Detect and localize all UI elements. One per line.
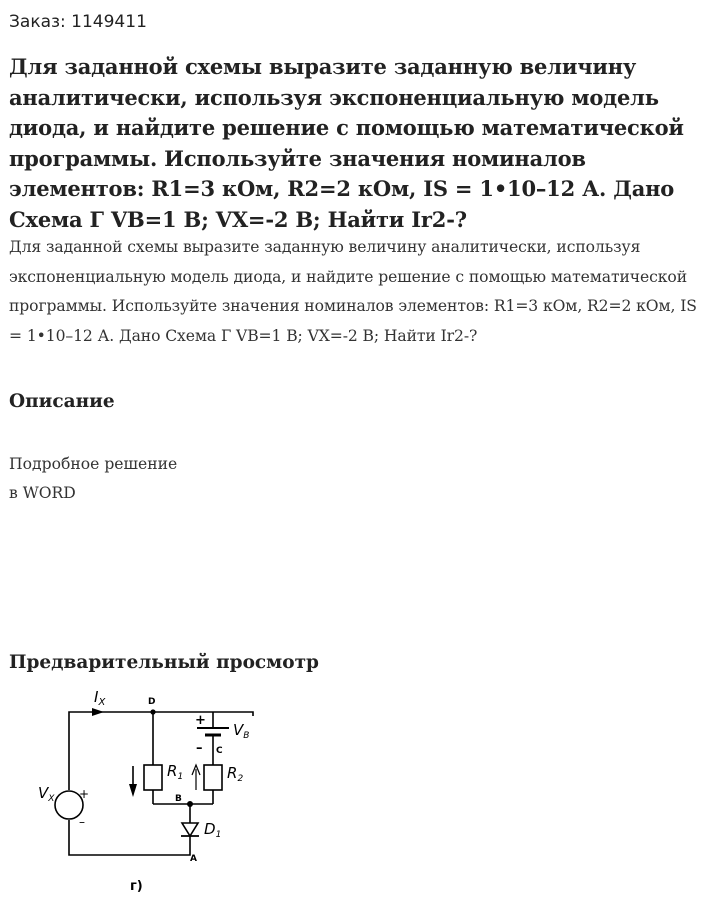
node-d-dot [150,709,155,714]
resistor-r2-icon [204,765,222,790]
circuit-diagram [0,680,290,905]
label-node-b: B [175,794,182,804]
label-caption: г) [130,879,143,894]
description-line-2: в WORD [9,484,76,502]
label-d1: $D_1$ [204,820,222,840]
order-number: Заказ: 1149411 [9,12,147,32]
current-arrow-icon [92,708,104,716]
description-heading: Описание [9,391,115,412]
arrow-up-icon [192,765,200,790]
label-node-c: C [216,746,223,756]
label-battery-plus: + [195,713,206,728]
label-ix: $I_X$ [94,688,106,708]
label-node-a: A [190,854,197,864]
arrow-down-icon [129,766,137,797]
label-battery-minus: – [196,741,203,756]
description-line-1: Подробное решение [9,455,178,473]
page-title: Для заданной схемы выразите заданную величину аналитически, используя экспоненциальную модель диода, и найдите решение с помощью математической программы. Используйте значения номиналов элементов: R1=3 кОм, R2=2 кОм, IS = 1•10–12 А. Дано Схема Г VB=1 В; VX=-2 В; Найти Ir2-? [9,54,684,232]
preview-heading: Предварительный просмотр [9,652,319,673]
battery-icon [197,728,229,735]
label-source-minus: – [79,815,85,829]
node-b-dot [187,801,193,807]
resistor-r1-icon [144,765,162,790]
label-vb: $V_B$ [233,721,250,741]
label-r2: $R_2$ [227,764,244,784]
diode-icon [181,823,199,836]
task-description: Для заданной схемы выразите заданную величину аналитически, используя экспоненциальную модель диода, и найдите решение с помощью математической программы. Используйте значения номиналов элементов: R1=3 кОм, R2=2 кОм, IS = 1•10–12 А. Дано Схема Г VB=1 В; VX=-2 В; Найти Ir2-? [9,238,697,345]
label-r1: $R_1$ [167,762,184,782]
label-source-plus: + [79,787,90,801]
label-node-d: D [148,697,156,707]
label-vx: $V_X$ [38,784,55,804]
